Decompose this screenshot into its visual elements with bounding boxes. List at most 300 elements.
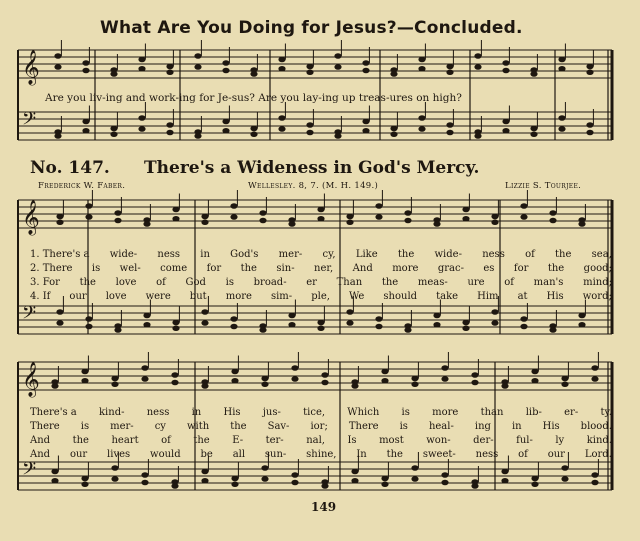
lyric-syllable: the [230,421,247,432]
lyric-syllable: cy, [322,249,336,260]
note-head [171,380,178,386]
lyric-syllable: ing [474,421,491,432]
note-head [558,126,565,132]
bass-clef-icon: 𝄢 [22,459,37,484]
note-head [230,324,237,330]
note-head [54,133,61,139]
note-head [404,210,411,216]
note-head [471,372,478,378]
lyric-syllable: word; [582,291,612,302]
note-head [530,126,537,132]
lyric-syllable: meas- [417,277,448,288]
note-head [351,469,358,475]
verse-line-4 [30,291,612,302]
verse-line-1 [30,249,612,260]
continued-hymn-lyric: Are you liv-ing and work-ing for Je-sus? Are you lay-ing up treas-ures on high? [45,92,462,104]
lyric-syllable: er [306,277,317,288]
lyric-syllable: jus- [262,407,281,418]
verse-line-4 [30,449,612,460]
note-head [346,320,353,326]
note-head [578,322,585,328]
note-head [222,119,229,125]
note-head [250,131,257,137]
page-number: 149 [311,500,337,514]
note-head [194,133,201,139]
lyric-syllable: shine, [306,449,337,460]
note-head [85,324,92,330]
note-head [411,381,418,387]
note-head [375,203,382,209]
note-head [375,214,382,220]
note-head [110,71,117,77]
lyric-syllable: the [79,277,96,288]
note-head [143,313,150,319]
note-head [446,64,453,70]
verse-line-1 [30,407,612,418]
lyric-syllable: at [517,291,528,302]
note-head [586,69,593,75]
note-head [531,378,538,384]
note-head [561,381,568,387]
lyric-syllable: And [352,263,373,274]
note-head [446,69,453,75]
note-head [201,219,208,225]
lyric-syllable: cy [154,421,166,432]
lyric-syllable: God [185,277,206,288]
note-head [259,327,266,333]
note-head [549,327,556,333]
note-head [321,372,328,378]
note-head [172,207,179,213]
note-head [549,210,556,216]
note-head [278,126,285,132]
note-head [317,320,324,326]
lyric-syllable: ior; [310,421,328,432]
note-head [418,115,425,121]
note-head [491,320,498,326]
note-head [411,376,418,382]
note-head [381,481,388,487]
note-head [111,381,118,387]
note-head [558,115,565,121]
note-head [561,376,568,382]
note-head [141,365,148,371]
treble-clef-icon: 𝄞 [22,50,40,85]
note-head [114,218,121,224]
lyric-syllable: ter- [265,435,284,446]
note-head [222,60,229,66]
note-head [531,476,538,482]
note-head [288,322,295,328]
note-head [56,214,63,220]
lyric-syllable: And [30,449,51,460]
lyric-syllable: God's [230,249,259,260]
lyric-syllable: good; [583,263,612,274]
note-head [549,218,556,224]
lyric-syllable: ly [555,435,565,446]
note-head [231,476,238,482]
note-head [586,64,593,70]
lyric-syllable: should [383,291,418,302]
lyric-syllable: the [386,449,403,460]
note-head [81,481,88,487]
note-head [51,469,58,475]
lyric-syllable: take [436,291,459,302]
note-head [111,465,118,471]
note-head [433,221,440,227]
note-head [520,203,527,209]
note-head [474,133,481,139]
lyric-syllable: ful- [516,435,533,446]
continued-hymn-title: What Are You Doing for Jesus?—Concluded. [100,18,523,38]
lyric-syllable: ure [467,277,485,288]
note-head [501,383,508,389]
note-head [261,381,268,387]
note-head [166,122,173,128]
note-head [141,376,148,382]
note-head [530,131,537,137]
note-head [54,64,61,70]
note-head [230,203,237,209]
note-head [222,128,229,134]
lyric-syllable: lives [107,449,131,460]
lyric-syllable: sun- [264,449,287,460]
note-head [138,126,145,132]
lyric-syllable: His [542,421,560,432]
note-head [259,218,266,224]
lyric-syllable: of [504,277,514,288]
lyric-syllable: love [115,277,137,288]
note-head [558,66,565,72]
lyric-syllable: of [518,449,528,460]
note-head [474,64,481,70]
note-head [81,476,88,482]
note-head [141,480,148,486]
note-head [288,313,295,319]
note-head [501,478,508,484]
note-head [462,207,469,213]
lyric-syllable: our [69,291,87,302]
note-head [85,316,92,322]
note-head [411,476,418,482]
lyric-syllable: the [555,249,572,260]
note-head [502,119,509,125]
note-head [231,378,238,384]
tune-credit: Wellesley. 8, 7. (M. H. 149.) [248,181,379,191]
note-head [291,365,298,371]
note-head [404,218,411,224]
lyric-syllable: nal, [306,435,325,446]
note-head [194,53,201,59]
lyric-syllable: ness [146,407,170,418]
note-head [381,378,388,384]
lyric-syllable: of [161,435,171,446]
lyric-syllable: ness [157,249,181,260]
note-head [362,60,369,66]
note-head [441,376,448,382]
bass-clef-icon: 𝄢 [22,303,37,328]
note-head [491,309,498,315]
lyric-syllable: the [547,263,565,274]
lyric-syllable: of [525,249,535,260]
lyric-syllable: And [30,435,51,446]
note-head [201,309,208,315]
note-head [321,380,328,386]
note-head [194,64,201,70]
lyric-syllable: ness [482,249,505,260]
note-head [201,320,208,326]
verse-line-3 [30,435,612,446]
note-head [381,369,388,375]
lyric-syllable: Than [336,277,363,288]
note-head [222,68,229,74]
note-head [474,53,481,59]
lyric-syllable: is [91,263,101,274]
lyric-syllable: 1. There's a [30,249,90,260]
note-head [433,313,440,319]
note-head [56,309,63,315]
lyric-syllable: tice, [303,407,326,418]
lyric-syllable: mer- [278,249,303,260]
lyric-syllable: sea, [591,249,612,260]
lyric-syllable: more [432,407,459,418]
note-head [81,369,88,375]
lyric-syllable: is [225,277,234,288]
lyric-syllable: is [80,421,90,432]
lyric-syllable: mer- [110,421,134,432]
note-head [317,325,324,331]
note-head [230,214,237,220]
note-head [502,128,509,134]
lyric-syllable: There's a [30,407,77,418]
note-head [441,480,448,486]
note-head [351,478,358,484]
lyric-syllable: Is [347,435,357,446]
lyric-syllable: Lord. [584,449,612,460]
note-head [441,365,448,371]
note-head [166,130,173,136]
lyric-syllable: We [348,291,365,302]
note-head [231,369,238,375]
note-head [81,378,88,384]
note-head [201,478,208,484]
note-head [441,472,448,478]
lyric-syllable: 2. There [30,263,73,274]
note-head [259,210,266,216]
note-head [530,71,537,77]
note-head [491,219,498,225]
note-head [462,320,469,326]
note-head [201,214,208,220]
lyric-syllable: Him [477,291,499,302]
note-head [578,313,585,319]
note-head [502,68,509,74]
note-head [54,53,61,59]
note-head [390,131,397,137]
lyric-syllable: the [193,435,210,446]
lyric-syllable: wide- [434,249,462,260]
note-head [166,69,173,75]
note-head [82,128,89,134]
note-head [462,325,469,331]
note-head [531,369,538,375]
note-head [471,483,478,489]
lyric-syllable: with [186,421,210,432]
verse-line-3 [30,277,612,288]
note-head [250,71,257,77]
note-head [321,483,328,489]
note-head [586,130,593,136]
lyric-syllable: were [145,291,171,302]
lyric-syllable: our [69,449,88,460]
note-head [334,133,341,139]
lyric-syllable: be [200,449,213,460]
lyric-syllable: sweet- [422,449,456,460]
note-head [143,322,150,328]
note-head [561,465,568,471]
lyric-syllable: heart [111,435,139,446]
lyric-syllable: Sav- [267,421,290,432]
note-head [375,316,382,322]
note-head [591,472,598,478]
note-head [558,57,565,63]
note-head [381,476,388,482]
lyric-syllable: but [189,291,207,302]
lyric-syllable: His [546,291,564,302]
note-head [520,214,527,220]
note-head [82,119,89,125]
note-head [446,122,453,128]
lyric-syllable: is [399,421,408,432]
note-head [172,320,179,326]
note-head [85,203,92,209]
note-head [471,380,478,386]
note-head [51,383,58,389]
note-head [172,216,179,222]
lyric-syllable: grac- [437,263,464,274]
lyric-syllable: kind. [586,435,612,446]
author-credit: Frederick W. Faber. [38,181,126,191]
note-head [141,472,148,478]
hymn-number: No. 147. [30,158,110,178]
lyric-syllable: won- [426,435,451,446]
lyric-syllable: love [105,291,127,302]
lyric-syllable: man's [533,277,564,288]
lyric-syllable: In [356,449,367,460]
note-head [462,216,469,222]
lyric-syllable: der- [473,435,494,446]
lyric-syllable: ple, [311,291,330,302]
note-head [306,64,313,70]
note-head [433,322,440,328]
composer-credit: Lizzie S. Tourjee. [505,181,582,191]
lyric-syllable: the [397,249,415,260]
note-head [171,372,178,378]
lyric-syllable: in [511,421,522,432]
note-head [334,53,341,59]
note-head [261,476,268,482]
note-head [288,221,295,227]
note-head [82,60,89,66]
note-head [591,365,598,371]
note-head [306,122,313,128]
lyric-syllable: er- [564,407,579,418]
lyric-syllable: There [30,421,60,432]
lyric-syllable: sin- [276,263,295,274]
lyric-syllable: in [191,407,202,418]
lyric-syllable: our [547,449,565,460]
bass-clef-icon: 𝄢 [22,109,37,134]
note-head [51,478,58,484]
note-head [375,324,382,330]
note-head [250,126,257,132]
note-head [418,126,425,132]
lyric-syllable: in [200,249,210,260]
lyric-syllable: 4. If [30,291,51,302]
lyric-syllable: of [156,277,166,288]
note-head [418,57,425,63]
note-head [346,309,353,315]
lyric-syllable: heal- [428,421,454,432]
lyric-syllable: blood. [580,421,612,432]
verse-line-2 [30,421,612,432]
note-head [111,376,118,382]
note-head [362,68,369,74]
note-head [351,383,358,389]
note-head [56,219,63,225]
note-head [138,66,145,72]
note-head [502,60,509,66]
lyric-syllable: than [480,407,504,418]
note-head [56,320,63,326]
note-head [261,465,268,471]
note-head [561,476,568,482]
note-head [346,214,353,220]
note-head [418,66,425,72]
lyric-syllable: mind; [583,277,612,288]
note-head [591,376,598,382]
lyric-syllable: the [72,435,89,446]
note-head [306,69,313,75]
note-head [171,483,178,489]
note-head [201,469,208,475]
note-head [591,480,598,486]
note-head [261,376,268,382]
note-head [362,128,369,134]
note-head [501,469,508,475]
note-head [111,476,118,482]
note-head [278,115,285,121]
note-head [446,130,453,136]
note-head [114,327,121,333]
lyric-syllable: the [381,277,399,288]
lyric-syllable: kind- [99,407,125,418]
verse-line-2 [30,263,612,274]
note-head [317,207,324,213]
note-head [334,64,341,70]
lyric-syllable: 3. For [30,277,60,288]
note-head [346,219,353,225]
lyric-syllable: more [225,291,252,302]
note-head [390,71,397,77]
note-head [143,221,150,227]
note-head [306,130,313,136]
lyric-syllable: There [348,421,379,432]
lyric-syllable: for [513,263,529,274]
note-head [278,57,285,63]
note-head [138,57,145,63]
note-head [166,64,173,70]
